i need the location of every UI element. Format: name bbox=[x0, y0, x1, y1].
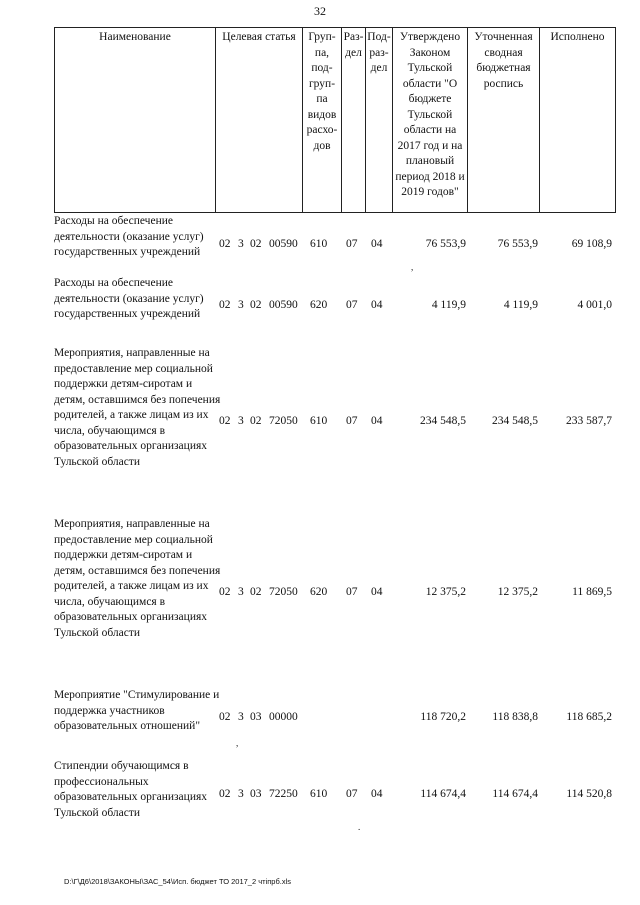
row-name: Стипендии обучающимся в профессиональных образовательных организациях Тульской области bbox=[54, 760, 208, 819]
group-code: 620 bbox=[310, 299, 328, 311]
subsection-code: 04 bbox=[371, 238, 383, 250]
refined-value: 4 119,9 bbox=[503, 299, 538, 311]
subsection-code: 04 bbox=[371, 415, 383, 427]
executed-value: 233 587,7 bbox=[566, 415, 612, 427]
executed-value: 69 108,9 bbox=[571, 238, 612, 250]
executed-value: 4 001,0 bbox=[577, 299, 612, 311]
target-prog: 02 bbox=[219, 711, 231, 723]
target-main: 03 bbox=[250, 788, 262, 800]
row-name: Расходы на обеспечение деятельности (оказание услуг) государственных учреждений bbox=[54, 215, 204, 258]
section-code: 07 bbox=[346, 238, 358, 250]
approved-value: 76 553,9 bbox=[425, 238, 466, 250]
group-code: 620 bbox=[310, 586, 328, 598]
header-target: Целевая статья bbox=[215, 27, 303, 213]
approved-value: 118 720,2 bbox=[420, 711, 466, 723]
header-subsection: Под-раз-дел bbox=[365, 27, 393, 213]
target-dir: 72050 bbox=[269, 586, 298, 598]
target-dir: 00590 bbox=[269, 299, 298, 311]
header-group: Груп-па, под-груп-па видов расхо-дов bbox=[302, 27, 342, 213]
approved-value: 114 674,4 bbox=[420, 788, 466, 800]
target-main: 02 bbox=[250, 415, 262, 427]
row-name: Расходы на обеспечение деятельности (оказание услуг) государственных учреждений bbox=[54, 277, 204, 320]
approved-value: 234 548,5 bbox=[420, 415, 466, 427]
target-sub: 3 bbox=[238, 238, 244, 250]
approved-value: 12 375,2 bbox=[425, 586, 466, 598]
group-code: 610 bbox=[310, 238, 328, 250]
target-prog: 02 bbox=[219, 299, 231, 311]
executed-value: 118 685,2 bbox=[566, 711, 612, 723]
subsection-code: 04 bbox=[371, 788, 383, 800]
row-name: Мероприятия, направленные на предоставление мер социальной поддержки детям-сиротам и детям, оставшимся без попечения родителей, а также лицам из их числа, обучающимся в образовательных организациях Тульской области bbox=[54, 347, 221, 468]
target-main: 03 bbox=[250, 711, 262, 723]
target-prog: 02 bbox=[219, 415, 231, 427]
target-dir: 72250 bbox=[269, 788, 298, 800]
target-sub: 3 bbox=[238, 586, 244, 598]
target-sub: 3 bbox=[238, 711, 244, 723]
target-sub: 3 bbox=[238, 299, 244, 311]
target-prog: 02 bbox=[219, 238, 231, 250]
header-refined: Уточненная сводная бюджетная роспись bbox=[467, 27, 540, 213]
header-section: Раз-дел bbox=[341, 27, 366, 213]
header-approved: Утверждено Законом Тульской области "О бюджете Тульской области на 2017 год и на плановый период 2018 и 2019 годов" bbox=[392, 27, 468, 213]
target-dir: 00000 bbox=[269, 711, 298, 723]
target-dir: 00590 bbox=[269, 238, 298, 250]
row-name: Мероприятие "Стимулирование и поддержка участников образовательных отношений" bbox=[54, 689, 220, 732]
target-main: 02 bbox=[250, 299, 262, 311]
row-name: Мероприятия, направленные на предоставление мер социальной поддержки детям-сиротам и детям, оставшимся без попечения родителей, а также лицам из их числа, обучающимся в образовательных организациях Тульской области bbox=[54, 518, 221, 639]
refined-value: 76 553,9 bbox=[497, 238, 538, 250]
executed-value: 11 869,5 bbox=[572, 586, 612, 598]
section-code: 07 bbox=[346, 415, 358, 427]
executed-value: 114 520,8 bbox=[566, 788, 612, 800]
refined-value: 118 838,8 bbox=[492, 711, 538, 723]
group-code: 610 bbox=[310, 788, 328, 800]
refined-value: 114 674,4 bbox=[492, 788, 538, 800]
refined-value: 234 548,5 bbox=[492, 415, 538, 427]
target-sub: 3 bbox=[238, 788, 244, 800]
target-dir: 72050 bbox=[269, 415, 298, 427]
target-prog: 02 bbox=[219, 788, 231, 800]
header-name: Наименование bbox=[54, 27, 216, 213]
subsection-code: 04 bbox=[371, 299, 383, 311]
file-path-footer: D:\Г\Д6\2018\ЗАКОНЫ\ЗАС_54\Исп. бюджет ТО 2017_2 чтіпрб.xls bbox=[64, 877, 292, 886]
target-main: 02 bbox=[250, 586, 262, 598]
subsection-code: 04 bbox=[371, 586, 383, 598]
refined-value: 12 375,2 bbox=[497, 586, 538, 598]
target-main: 02 bbox=[250, 238, 262, 250]
section-code: 07 bbox=[346, 586, 358, 598]
section-code: 07 bbox=[346, 788, 358, 800]
target-sub: 3 bbox=[238, 415, 244, 427]
group-code: 610 bbox=[310, 415, 328, 427]
target-prog: 02 bbox=[219, 586, 231, 598]
header-executed: Исполнено bbox=[539, 27, 616, 213]
approved-value: 4 119,9 bbox=[431, 299, 466, 311]
section-code: 07 bbox=[346, 299, 358, 311]
page-number: 32 bbox=[314, 4, 326, 18]
